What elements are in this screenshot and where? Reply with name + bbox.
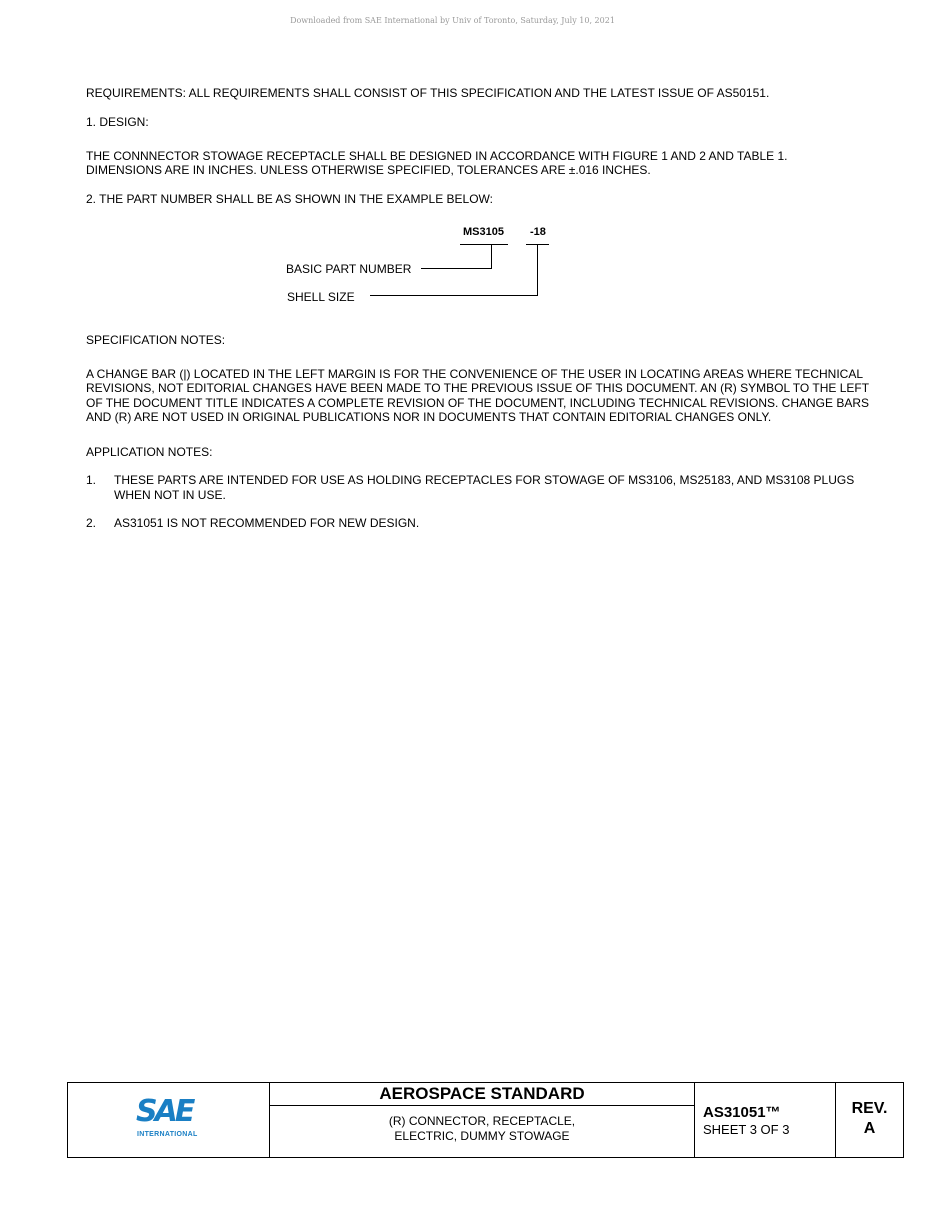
application-note-line: WHEN NOT IN USE. xyxy=(114,487,226,502)
application-note-number: 1. xyxy=(86,473,97,487)
application-notes-heading: APPLICATION NOTES: xyxy=(86,445,213,459)
design-heading: 1. DESIGN: xyxy=(86,115,149,129)
application-note-line: AS31051 IS NOT RECOMMENDED FOR NEW DESIGN. xyxy=(114,516,420,530)
application-note-1 xyxy=(86,473,896,502)
design-text-line-2: DIMENSIONS ARE IN INCHES. UNLESS OTHERWISE SPECIFIED, TOLERANCES ARE ±.016 INCHES. xyxy=(86,163,651,177)
basic-part-underline xyxy=(460,244,508,245)
sheet-number: SHEET 3 OF 3 xyxy=(703,1122,790,1137)
document-number-cell xyxy=(695,1083,836,1157)
design-text-line-1: THE CONNNECTOR STOWAGE RECEPTACLE SHALL BE DESIGNED IN ACCORDANCE WITH FIGURE 1 AND 2 AND TABLE 1. xyxy=(86,149,788,163)
shell-size-code: -18 xyxy=(530,226,546,238)
sae-logo-subtitle: INTERNATIONAL xyxy=(137,1131,198,1138)
shell-size-leader-horizontal xyxy=(370,295,538,296)
document-title xyxy=(270,1106,694,1144)
standard-type: AEROSPACE STANDARD xyxy=(270,1083,694,1106)
application-note-number: 2. xyxy=(86,516,97,530)
spec-notes-line-4: AND (R) ARE NOT USED IN ORIGINAL PUBLICATIONS NOR IN DOCUMENTS THAT CONTAIN EDITORIAL CHANGES ONLY. xyxy=(86,410,772,424)
spec-notes-line-3: OF THE DOCUMENT TITLE INDICATES A COMPLETE REVISION OF THE DOCUMENT, INCLUDING TECHNICAL REVISIONS. CHANGE BARS xyxy=(86,396,870,410)
revision-label: REV. xyxy=(851,1100,888,1117)
shell-size-leader-vertical xyxy=(537,244,538,296)
basic-part-code: MS3105 xyxy=(463,226,504,238)
spec-notes-heading: SPECIFICATION NOTES: xyxy=(86,333,226,347)
title-cell xyxy=(270,1083,695,1157)
logo-cell xyxy=(68,1083,270,1157)
revision-cell xyxy=(836,1083,903,1157)
revision-value: A xyxy=(863,1120,876,1137)
spec-notes-line-2: REVISIONS, NOT EDITORIAL CHANGES HAVE BEEN MADE TO THE PREVIOUS ISSUE OF THIS DOCUMENT. AN (R) SYMBOL TO THE LEFT xyxy=(86,381,870,395)
document-title-line-2: ELECTRIC, DUMMY STOWAGE xyxy=(394,1129,570,1143)
download-watermark: Downloaded from SAE International by Univ of Toronto, Saturday, July 10, 2021 xyxy=(290,16,615,25)
basic-part-label: BASIC PART NUMBER xyxy=(286,262,412,276)
shell-size-label: SHELL SIZE xyxy=(287,290,355,304)
spec-notes-line-1: A CHANGE BAR (|) LOCATED IN THE LEFT MARGIN IS FOR THE CONVENIENCE OF THE USER IN LOCATING AREAS WHERE TECHNICAL xyxy=(86,367,864,381)
requirements-text: REQUIREMENTS: ALL REQUIREMENTS SHALL CONSIST OF THIS SPECIFICATION AND THE LATEST ISSUE OF AS50151. xyxy=(86,86,770,100)
basic-part-leader-horizontal xyxy=(421,268,492,269)
document-title-line-1: (R) CONNECTOR, RECEPTACLE, xyxy=(388,1114,576,1128)
sae-logo: SAE xyxy=(136,1094,193,1129)
application-note-line: THESE PARTS ARE INTENDED FOR USE AS HOLDING RECEPTACLES FOR STOWAGE OF MS3106, MS25183, AND MS3108 PLUGS xyxy=(114,473,855,487)
basic-part-leader-vertical xyxy=(491,244,492,269)
document-number: AS31051™ xyxy=(703,1104,781,1121)
application-note-2 xyxy=(86,516,896,531)
part-number-heading: 2. THE PART NUMBER SHALL BE AS SHOWN IN THE EXAMPLE BELOW: xyxy=(86,192,494,206)
title-block xyxy=(67,1082,904,1158)
